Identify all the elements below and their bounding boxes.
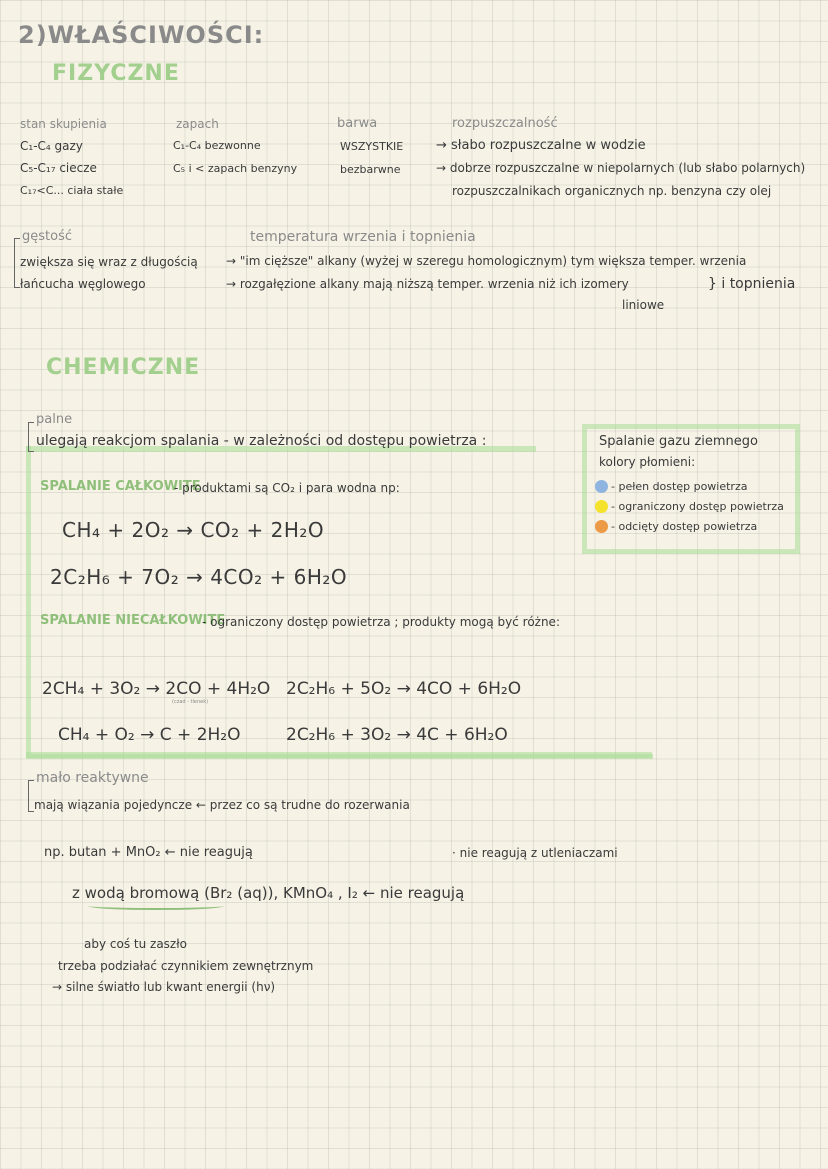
orange-flame-dot-icon (595, 520, 608, 533)
incomplete-equation: CH₄ + O₂ → C + 2H₂O (58, 725, 241, 745)
low-reactivity-example: z wodą bromową (Br₂ (aq)), KMnO₄ , I₂ ← nie reagują (72, 884, 465, 902)
temperature-label: temperatura wrzenia i topnienia (250, 229, 476, 245)
incomplete-equation: 2C₂H₆ + 3O₂ → 4C + 6H₂O (286, 725, 508, 745)
smell-label: zapach (176, 117, 219, 131)
temperature-line: liniowe (622, 298, 665, 312)
blue-flame-dot-icon (595, 480, 608, 493)
low-reactivity-example: np. butan + MnO₂ ← nie reagują (44, 845, 253, 860)
density-line: łańcucha węglowego (20, 277, 146, 291)
solubility-line: rozpuszczalnikach organicznych np. benzyna czy olej (452, 184, 772, 198)
smell-line: C₅ i < zapach benzyny (173, 162, 298, 175)
reaction-condition-note: → silne światło lub kwant energii (hν) (52, 980, 276, 994)
flame-colors-box (582, 424, 800, 554)
page-title: 2)WŁAŚCIWOŚCI: (18, 21, 265, 49)
low-reactivity-label: mało reaktywne (36, 770, 149, 786)
temperature-line: → "im cięższe" alkany (wyżej w szeregu homologicznym) tym większa temper. wrzenia (226, 254, 747, 268)
smell-line: C₁-C₄ bezwonne (173, 139, 261, 152)
flammable-label: palne (36, 412, 73, 427)
flammable-intro: ulegają reakcjom spalania - w zależności od dostępu powietrza : (36, 433, 487, 449)
color-line: WSZYSTKIE (340, 140, 404, 153)
flame-item-label: - odcięty dostęp powietrza (611, 520, 758, 533)
section-heading-chemical: CHEMICZNE (46, 355, 201, 380)
complete-equation: CH₄ + 2O₂ → CO₂ + 2H₂O (62, 518, 325, 542)
complete-combustion-desc: - produktami są CO₂ i para wodna np: (174, 481, 400, 495)
complete-equation: 2C₂H₆ + 7O₂ → 4CO₂ + 6H₂O (50, 565, 348, 589)
flame-item-label: - ograniczony dostęp powietrza (611, 500, 784, 513)
density-label: gęstość (22, 229, 72, 244)
state-line: C₁₇<C... ciała stałe (20, 184, 124, 197)
color-label: barwa (337, 116, 378, 131)
incomplete-equation-note: (czad - tlenek) (172, 699, 209, 705)
complete-combustion-title: SPALANIE CAŁKOWITE (40, 479, 201, 494)
state-label: stan skupienia (20, 117, 107, 131)
flammable-bottom-line (26, 752, 652, 758)
solubility-label: rozpuszczalność (452, 116, 558, 131)
yellow-flame-dot-icon (595, 500, 608, 513)
bromine-water-underline (88, 902, 224, 910)
solubility-line: → słabo rozpuszczalne w wodzie (436, 138, 646, 153)
low-reactivity-side-note: · nie reagują z utleniaczami (452, 846, 618, 860)
temperature-brace-note: } i topnienia (708, 276, 796, 292)
section-heading-physical: FIZYCZNE (52, 61, 180, 86)
temperature-line: → rozgałęzione alkany mają niższą temper. wrzenia niż ich izomery (226, 277, 629, 291)
incomplete-equation: 2C₂H₆ + 5O₂ → 4CO + 6H₂O (286, 679, 522, 699)
state-line: C₅-C₁₇ ciecze (20, 161, 97, 175)
solubility-line: → dobrze rozpuszczalne w niepolarnych (lub słabo polarnych) (436, 161, 806, 175)
reaction-condition-note: trzeba podziałać czynnikiem zewnętrznym (58, 959, 314, 973)
incomplete-combustion-title: SPALANIE NIECAŁKOWITE (40, 613, 226, 628)
state-line: C₁-C₄ gazy (20, 139, 83, 153)
color-line: bezbarwne (340, 163, 401, 176)
flame-item-label: - pełen dostęp powietrza (611, 480, 748, 493)
reaction-condition-note: aby coś tu zaszło (84, 937, 187, 951)
incomplete-equation: 2CH₄ + 3O₂ → 2CO + 4H₂O (42, 679, 271, 699)
flame-box-subtitle: kolory płomieni: (599, 455, 696, 469)
incomplete-combustion-desc: - ograniczony dostęp powietrza ; produkty mogą być różne: (202, 615, 560, 629)
flame-box-title: Spalanie gazu ziemnego (599, 434, 758, 449)
flammable-bracket (28, 422, 34, 452)
density-line: zwiększa się wraz z długością (20, 255, 198, 269)
low-reactivity-intro: mają wiązania pojedyncze ← przez co są trudne do rozerwania (34, 798, 410, 812)
